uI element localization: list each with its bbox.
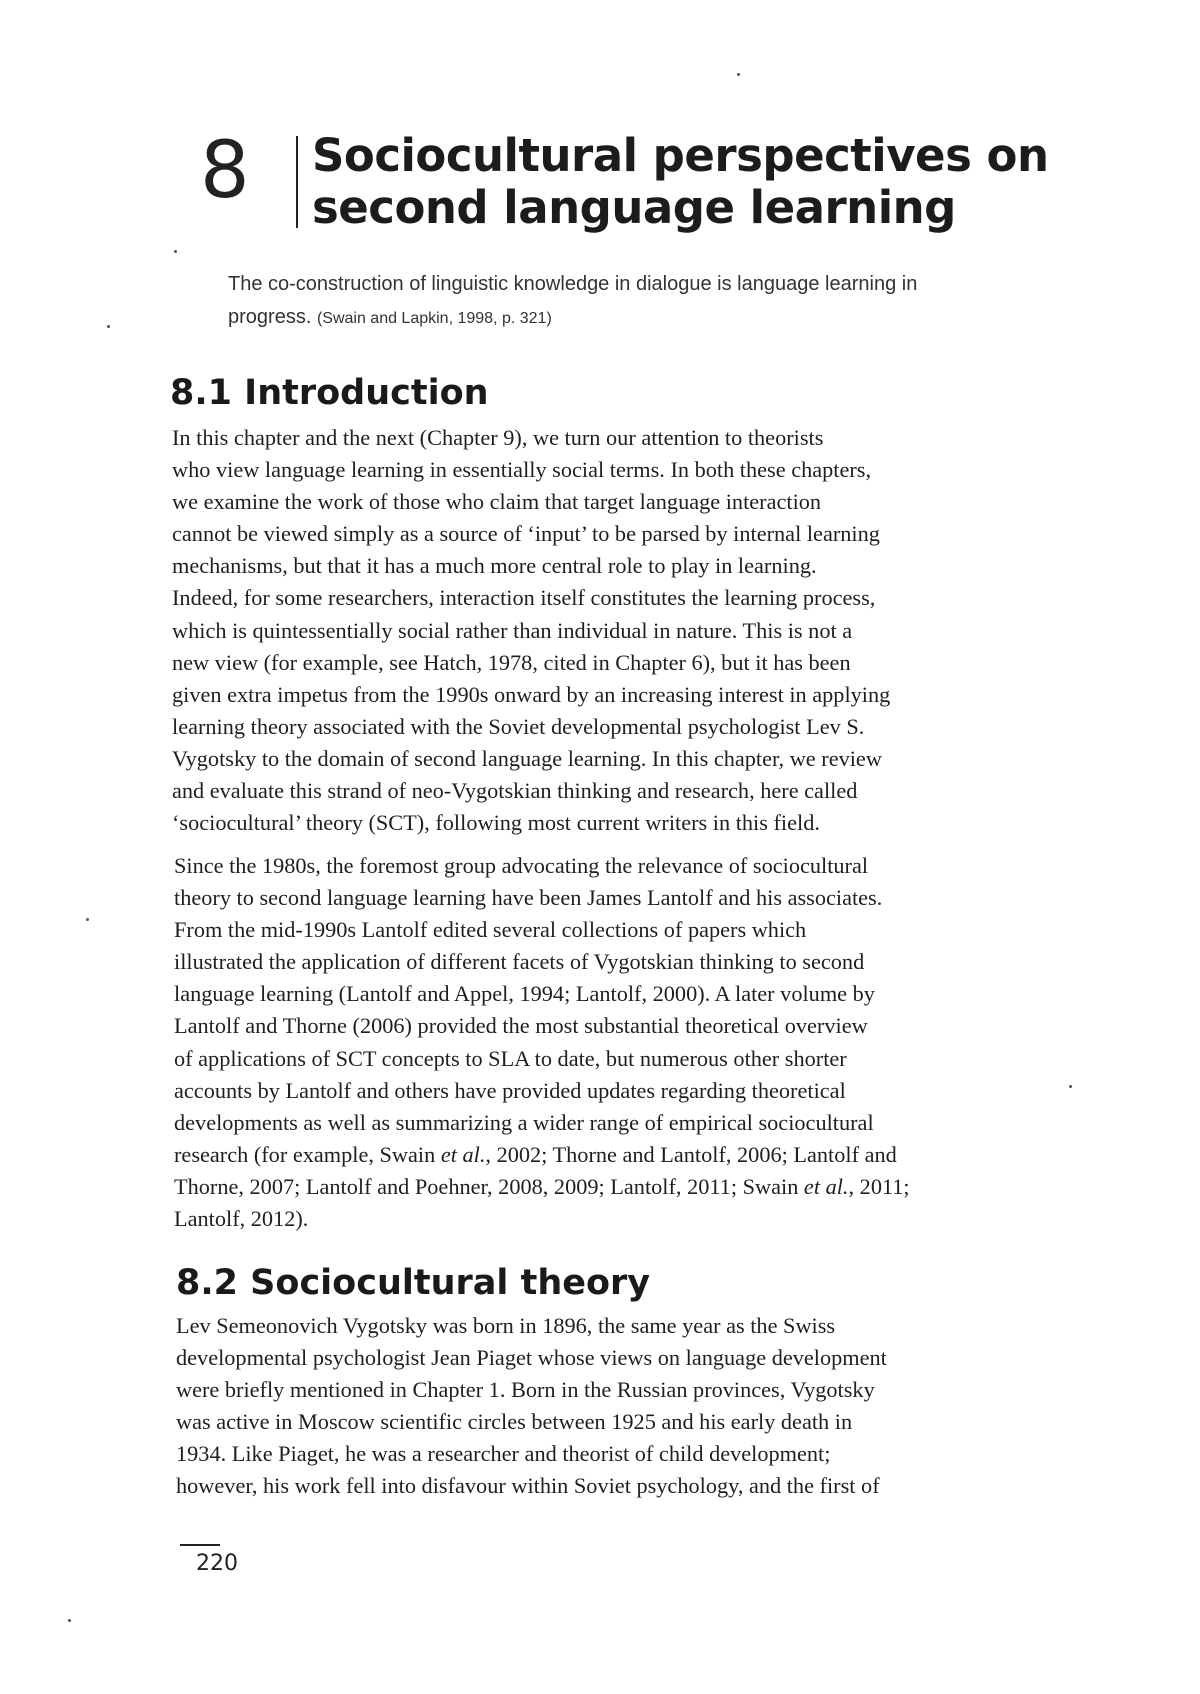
paragraph-sociocultural-1 [176,1310,1096,1503]
epigraph-line [228,301,1028,335]
epigraph-line: The co-construction of linguistic knowledge in dialogue is language learning in [228,273,918,295]
text-line: who view language learning in essentially social terms. In both these chapters, [172,457,872,483]
text-line: ‘sociocultural’ theory (SCT), following most current writers in this field. [172,810,820,836]
text-line: cannot be viewed simply as a source of ‘input’ to be parsed by internal learning [172,521,880,547]
text-line: theory to second language learning have been James Lantolf and his associates. [174,885,883,911]
scan-speck [68,1619,71,1622]
text-line: Vygotsky to the domain of second language learning. In this chapter, we review [172,745,882,771]
epigraph-citation: (Swain and Lapkin, 1998, p. 321) [316,310,552,327]
text-line: learning theory associated with the Soviet developmental psychologist Lev S. [172,713,865,739]
text-line: were briefly mentioned in Chapter 1. Born in the Russian provinces, Vygotsky [176,1377,875,1403]
scan-speck [174,250,177,253]
page-number: 220 [196,1551,238,1576]
paragraph-introduction-1 [172,422,1092,839]
scan-speck [737,73,740,76]
epigraph [228,268,1028,335]
text-line: research (for example, Swain et al., 2002; Thorne and Lantolf, 2006; Lantolf and [174,1141,897,1167]
chapter-divider [296,136,298,228]
text-line: Lev Semeonovich Vygotsky was born in 1896, the same year as the Swiss [176,1313,836,1338]
chapter-number: 8 [200,126,250,216]
italic-et-al: et al. [803,1173,849,1199]
italic-et-al: et al. [440,1141,486,1167]
text-line: was active in Moscow scientific circles between 1925 and his early death in [176,1409,853,1435]
text-line: of applications of SCT concepts to SLA to date, but numerous other shorter [174,1045,847,1071]
section-heading-introduction: 8.1 Introduction [170,373,489,413]
chapter-title-line: Sociocultural perspectives on [312,129,1049,182]
text-line: Lantolf, 2012). [174,1206,309,1232]
section-heading-sociocultural-theory: 8.2 Sociocultural theory [176,1263,651,1303]
text-line: Thorne, 2007; Lantolf and Poehner, 2008, 2009; Lantolf, 2011; Swain et al., 2011; [174,1173,910,1199]
text-line: language learning (Lantolf and Appel, 1994; Lantolf, 2000). A later volume by [174,981,875,1007]
text-line: Indeed, for some researchers, interaction itself constitutes the learning process, [172,585,876,611]
paragraph-introduction-2 [174,850,1094,1235]
text-line: illustrated the application of different facets of Vygotskian thinking to second [174,949,865,975]
text-line: In this chapter and the next (Chapter 9), we turn our attention to theorists [172,425,824,450]
text-line: developments as well as summarizing a wider range of empirical sociocultural [174,1109,874,1135]
chapter-title-line: second language learning [312,181,956,234]
chapter-title [312,130,1092,234]
scan-speck [1069,1085,1072,1088]
text-line: accounts by Lantolf and others have provided updates regarding theoretical [174,1077,846,1103]
footer-rule [180,1544,220,1546]
scan-speck [86,918,89,921]
text-line: however, his work fell into disfavour within Soviet psychology, and the first of [176,1473,880,1499]
text-line: 1934. Like Piaget, he was a researcher and theorist of child development; [176,1441,831,1467]
text-line: we examine the work of those who claim that target language interaction [172,489,822,515]
text-line: given extra impetus from the 1990s onward by an increasing interest in applying [172,681,891,707]
text-line: which is quintessentially social rather than individual in nature. This is not a [172,617,853,643]
text-line: Since the 1980s, the foremost group advocating the relevance of sociocultural [174,853,869,878]
text-line: From the mid-1990s Lantolf edited several collections of papers which [174,917,807,943]
text-line: and evaluate this strand of neo-Vygotskian thinking and research, here called [172,778,858,804]
text-line: developmental psychologist Jean Piaget whose views on language development [176,1345,887,1371]
text-line: Lantolf and Thorne (2006) provided the most substantial theoretical overview [174,1013,868,1039]
text-line: new view (for example, see Hatch, 1978, cited in Chapter 6), but it has been [172,649,851,675]
scan-speck [107,325,110,328]
epigraph-text: progress. [228,306,312,328]
text-line: mechanisms, but that it has a much more central role to play in learning. [172,553,817,579]
